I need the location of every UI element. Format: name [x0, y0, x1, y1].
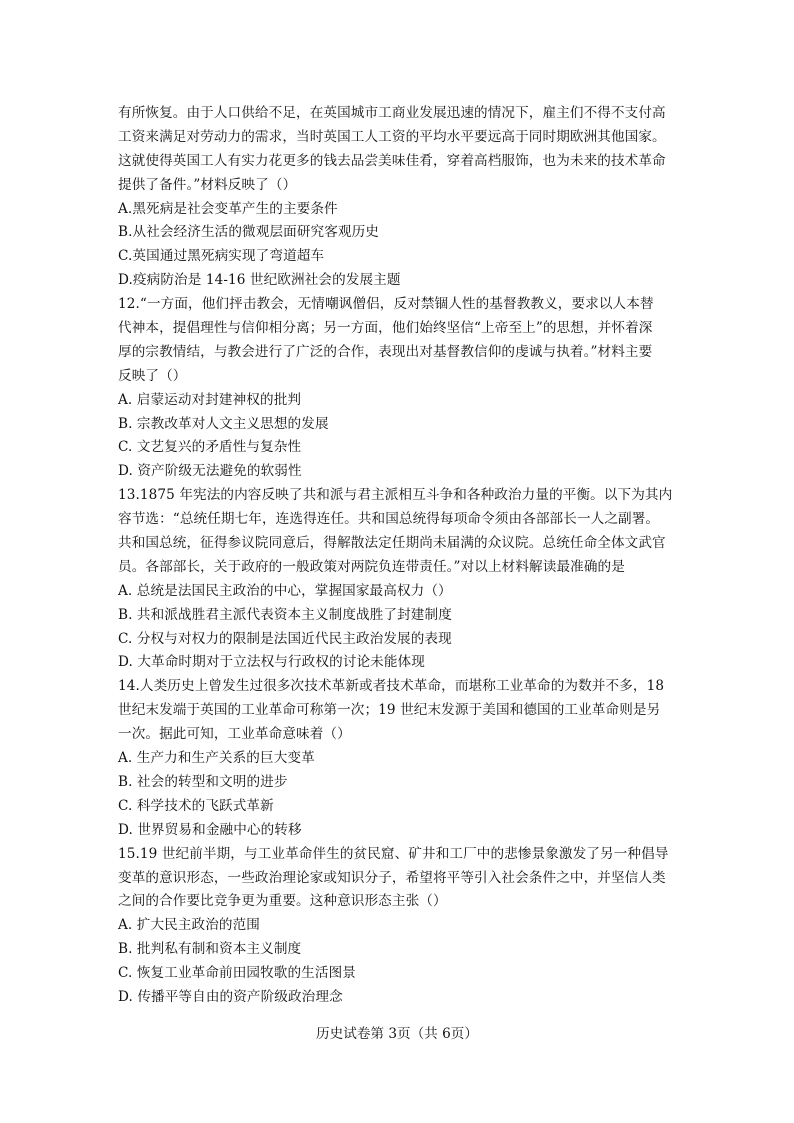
question-text-line: 提供了备件。”材料反映了（） [118, 176, 297, 193]
option-a: A.黑死病是社会变革产生的主要条件 [118, 200, 338, 217]
option-d: D.疫病防治是 14-16 世纪欧洲社会的发展主题 [118, 272, 401, 289]
question-text-line: 一次。据此可知，工业革命意味着（） [118, 726, 351, 743]
option-b: B.从社会经济生活的微观层面研究客观历史 [118, 224, 379, 241]
option-b: B. 社会的转型和文明的进步 [118, 773, 288, 790]
question-12 [118, 293, 686, 484]
option-d: D. 资产阶级无法避免的软弱性 [118, 463, 302, 480]
question-11-continuation [118, 102, 686, 293]
question-text-line: 工资来满足对劳动力的需求，当时英国工人工资的平均水平要远高于同时期欧洲其他国家。 [118, 128, 666, 145]
option-c: C. 科学技术的飞跃式革新 [118, 797, 274, 814]
option-a: A. 生产力和生产关系的巨大变革 [118, 750, 315, 767]
option-d: D. 传播平等自由的资产阶级政治理念 [118, 988, 343, 1005]
page-footer: 历史试卷第 3页（共 6页） [316, 1026, 478, 1042]
option-a: A. 启蒙运动对封建神权的批判 [118, 391, 302, 408]
question-text-line: 之间的合作要比竞争更为重要。这种意识形态主张（） [118, 893, 447, 910]
option-d: D. 世界贸易和金融中心的转移 [118, 821, 302, 838]
question-text-line: 世纪末发端于英国的工业革命可称第一次；19 世纪末发源于美国和德国的工业革命则是另 [118, 702, 661, 719]
question-text-line: 厚的宗教情结，与教会进行了广泛的合作，表现出对基督教信仰的虔诚与执着。”材料主要 [118, 343, 653, 360]
question-text-line: 这就使得英国工人有实力花更多的钱去品尝美味佳肴，穿着高档服饰，也为未来的技术革命 [118, 152, 666, 169]
page-content [118, 102, 686, 1010]
question-text-line: 员。各部部长，关于政府的一般政策对两院负连带责任。”对以上材料解读最准确的是 [118, 558, 625, 575]
question-text-line: 13.1875 年宪法的内容反映了共和派与君主派相互斗争和各种政治力量的平衡。以下为其内 [118, 487, 673, 504]
option-c: C. 文艺复兴的矛盾性与复杂性 [118, 439, 302, 456]
question-text-line: 15.19 世纪前半期，与工业革命伴生的贫民窟、矿井和工厂中的悲惨景象激发了另一种倡导 [118, 845, 669, 862]
question-text-line: 共和国总统，征得参议院同意后，得解散法定任期尚未届满的众议院。总统任命全体文武官 [118, 535, 666, 552]
question-text-line: 容节选：“总统任期七年，连选得连任。共和国总统得每项命令须由各部部长一人之副署。 [118, 511, 660, 528]
option-c: C. 分权与对权力的限制是法国近代民主政治发展的表现 [118, 630, 452, 647]
option-b: B. 批判私有制和资本主义制度 [118, 941, 302, 958]
question-text-line: 14.人类历史上曾发生过很多次技术革新或者技术革命，而堪称工业革命的为数并不多，18 [118, 678, 665, 695]
question-15 [118, 843, 686, 1010]
question-text-line: 变革的意识形态，一些政治理论家或知识分子，希望将平等引入社会条件之中，并坚信人类 [118, 869, 666, 886]
option-a: A. 扩大民主政治的范围 [118, 917, 261, 934]
option-b: B. 共和派战胜君主派代表资本主义制度战胜了封建制度 [118, 606, 452, 623]
option-b: B. 宗教改革对人文主义思想的发展 [118, 415, 329, 432]
option-c: C. 恢复工业革命前田园牧歌的生活图景 [118, 965, 356, 982]
option-c: C.英国通过黑死病实现了弯道超车 [118, 248, 325, 265]
question-text-line: 代神本，提倡理性与信仰相分离；另一方面，他们始终坚信“上帝至上”的思想，并怀着深 [118, 320, 653, 337]
question-13 [118, 484, 686, 675]
question-text-line: 有所恢复。由于人口供给不足，在英国城市工商业发展迅速的情况下，雇主们不得不支付高 [118, 105, 666, 121]
option-a: A. 总统是法国民主政治的中心，掌握国家最高权力（） [118, 582, 452, 599]
option-d: D. 大革命时期对于立法权与行政权的讨论未能体现 [118, 654, 425, 671]
question-14 [118, 675, 686, 842]
question-text-line: 12.“一方面，他们抨击教会，无情嘲讽僧侣，反对禁锢人性的基督教教义，要求以人本替 [118, 296, 654, 313]
question-text-line: 反映了（） [118, 367, 187, 384]
